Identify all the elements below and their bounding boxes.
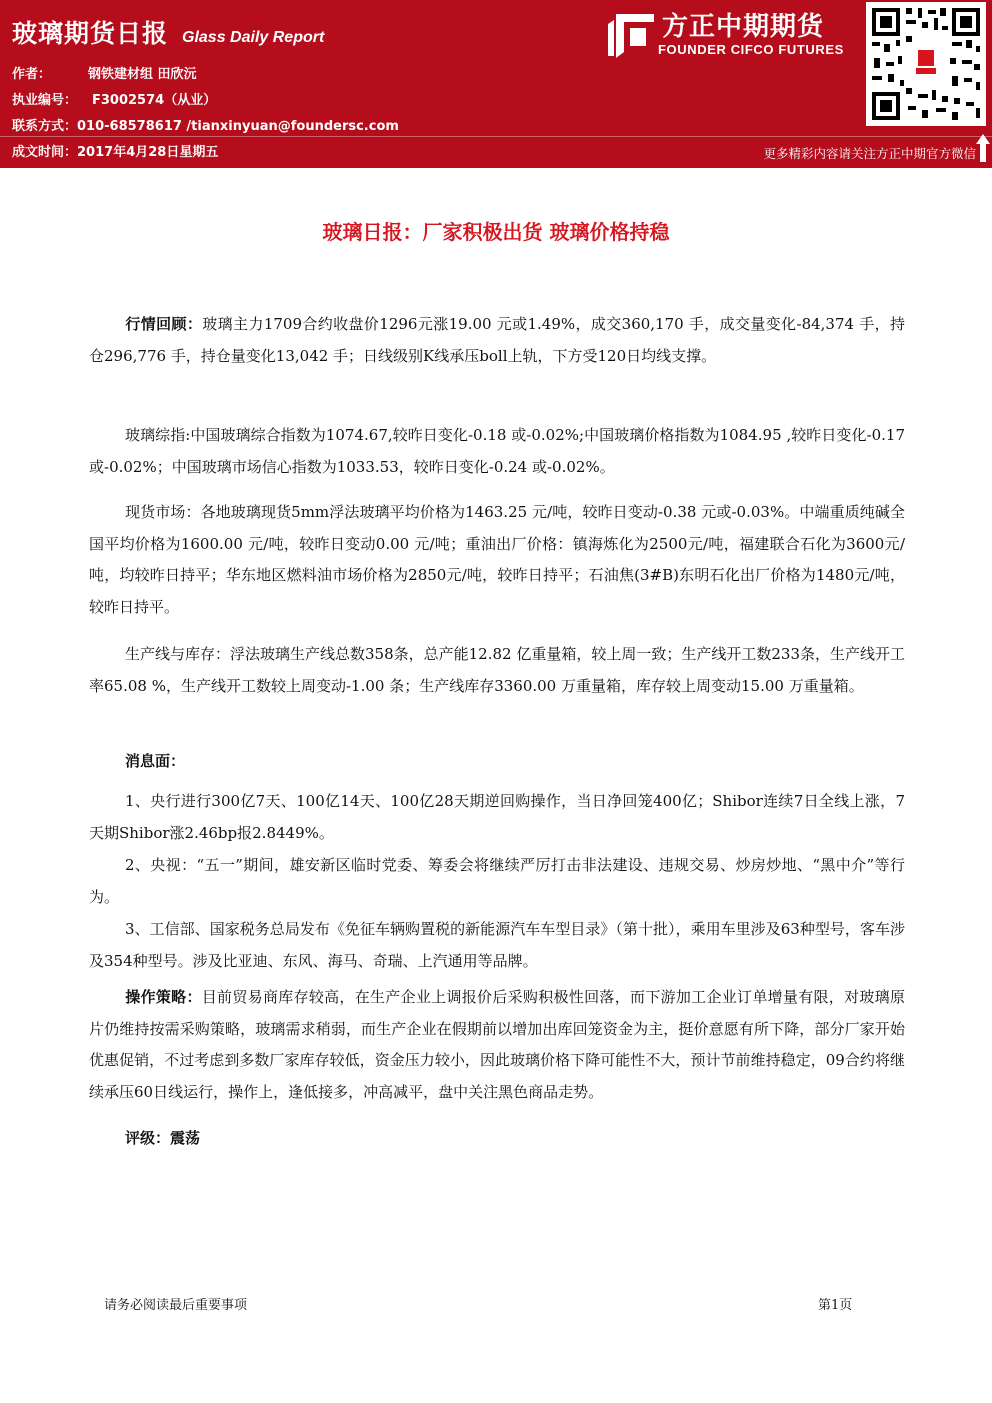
strategy-label: 操作策略： [125,988,202,1006]
rating-value: 震荡 [170,1129,201,1147]
report-title-en: Glass Daily Report [182,29,325,46]
qr-code-icon[interactable] [866,2,986,126]
license-value: F3002574（从业） [92,93,217,108]
spot-market-text: 现货市场：各地玻璃现货5mm浮法玻璃平均价格为1463.25 元/吨，较昨日变动-0.38 元或-0.03%。中端重质纯碱全国平均价格为1600.00 元/吨，较昨日变动0.00 元/吨；重油出厂价格：镇海炼化为2500元/吨，福建联合石化为3600元/吨，均较昨日持平；华东地区燃料油市场价格为2850元/吨，较昨日持平；石油焦(3#B)东明石化出厂价格为1480元/吨，较昨日持平。 [89,503,905,616]
up-arrow-icon [976,134,990,162]
header-divider [0,136,992,137]
market-review-text: 玻璃主力1709合约收盘价1296元涨19.00 元或1.49%，成交360,170 手，成交量变化-84,374 手，持仓296,776 手，持仓量变化13,042 手；日线级别K线承压boll上轨，下方受120日均线支撑。 [89,315,905,365]
header-title-row [12,14,324,54]
news-item-2-text: 2、央视：“五一”期间，雄安新区临时党委、筹委会将继续严厉打击非法建设、违规交易、炒房炒地、“黑中介”等行为。 [89,856,905,906]
production-text: 生产线与库存：浮法玻璃生产线总数358条，总产能12.82 亿重量箱，较上周一致；生产线开工数233条，生产线开工率65.08 %，生产线开工数较上周变动-1.00 条；生产线库存3360.00 万重量箱，库存较上周变动15.00 万重量箱。 [89,645,905,695]
brand-block [598,0,860,136]
news-item-2 [89,850,905,913]
market-review-label: 行情回顾： [125,315,203,333]
contact-row [12,115,399,134]
report-title-cn: 玻璃期货日报 [12,19,169,48]
news-item-1-text: 1、央行进行300亿7天、100亿14天、100亿28天期逆回购操作，当日净回笼400亿；Shibor连续7日全线上涨，7天期Shibor涨2.46bp报2.8449%。 [89,792,905,842]
report-header [0,0,992,168]
news-item-3-text: 3、工信部、国家税务总局发布《免征车辆购置税的新能源汽车车型目录》（第十批），乘用车里涉及63种型号，客车涉及354种型号。涉及比亚迪、东风、海马、奇瑞、上汽通用等品牌。 [89,920,905,970]
brand-name-cn: 方正中期期货 [662,12,825,42]
strategy-text: 目前贸易商库存较高，在生产企业上调报价后采购积极性回落，而下游加工企业订单增量有限，对玻璃原片仍维持按需采购策略，玻璃需求稍弱，而生产企业在假期前以增加出库回笼资金为主，挺价意愿有所下降，部分厂家开始优惠促销，不过考虑到多数厂家库存较低，资金压力较小，因此玻璃价格下降可能性不大，预计节前维持稳定，09合约将继续承压60日线运行，操作上，逢低接多，冲高减平，盘中关注黑色商品走势。 [89,988,905,1101]
author-label: 作者： [12,67,52,82]
production-paragraph [89,639,905,702]
date-row [12,141,218,160]
brand-name-en: FOUNDER CIFCO FUTURES [658,42,844,57]
rating-label: 评级： [125,1129,171,1147]
license-row [12,89,216,108]
footer-page-number: 第1页 [818,1298,853,1313]
author-value: 钢铁建材组 田欣沅 [88,67,197,82]
news-item-3 [89,914,905,977]
news-heading [89,746,905,778]
news-label: 消息面： [125,752,186,770]
glass-index-paragraph [89,420,905,483]
founder-logo-icon [606,12,656,58]
author-row [12,63,197,82]
wechat-tip: 更多精彩内容请关注方正中期官方微信 [763,146,976,161]
strategy-paragraph [89,982,905,1108]
license-label: 执业编号： [12,93,78,108]
date-value: 2017年4月28日星期五 [77,145,219,160]
news-item-1 [89,786,905,849]
doc-title: 玻璃日报：厂家积极出货 玻璃价格持稳 [322,220,670,244]
date-label: 成文时间： [12,145,78,160]
spot-market-paragraph [89,497,905,623]
contact-value: 010-68578617 /tianxinyuan@foundersc.com [77,119,399,134]
rating-paragraph [89,1123,905,1155]
glass-index-text: 玻璃综指:中国玻璃综合指数为1074.67,较昨日变化-0.18 或-0.02%;中国玻璃价格指数为1084.95 ,较昨日变化-0.17 或-0.02%；中国玻璃市场信心指数为1033.53，较昨日变化-0.24 或-0.02%。 [89,426,905,476]
market-review-paragraph [89,309,905,372]
contact-label: 联系方式： [12,119,78,134]
footer-notice: 请务必阅读最后重要事项 [104,1298,248,1313]
